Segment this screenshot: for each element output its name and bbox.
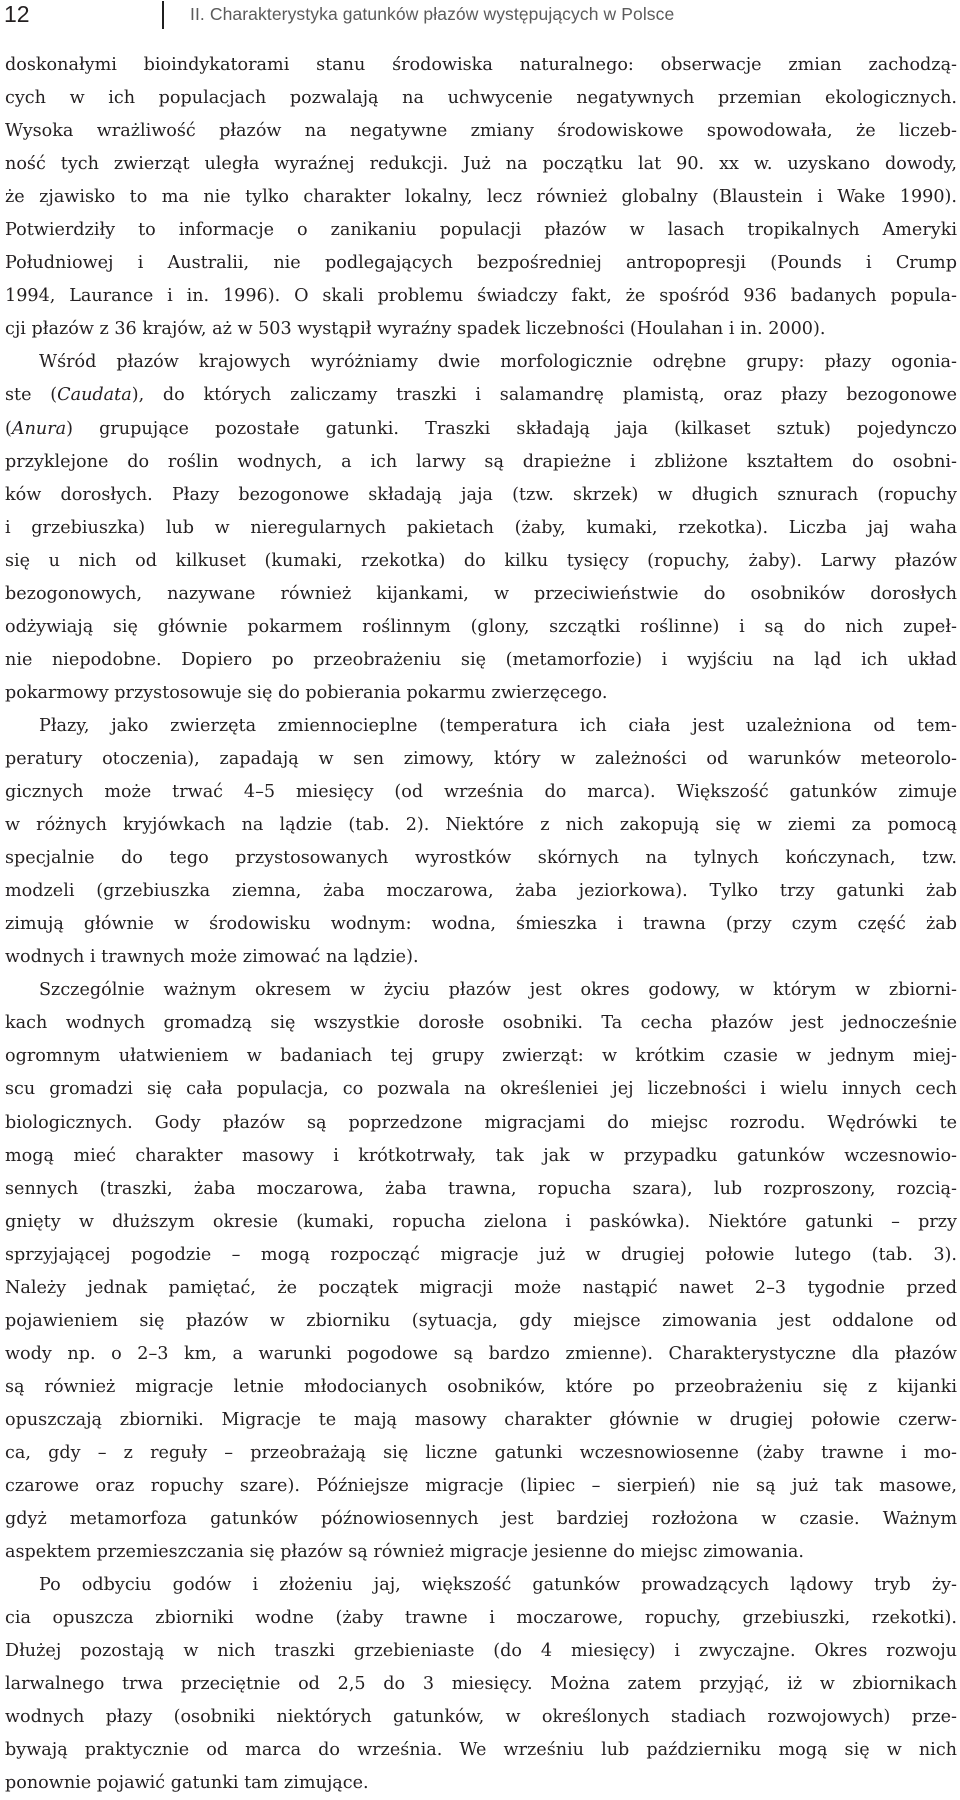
- text-line: Południowej i Australii, nie podlegających bezpośredniej antropopresji (Pounds i Crump: [5, 253, 957, 274]
- text-line: doskonałymi bioindykatorami stanu środowiska naturalnego: obserwacje zmian zachodzą-: [5, 55, 957, 75]
- paragraph: [5, 49, 957, 346]
- text-line: peratury otoczenia), zapadają w sen zimowy, który w zależności od warunków meteorolo-: [5, 748, 957, 769]
- text-line: czarowe oraz ropuchy szare). Późniejsze migracje (lipiec – sierpień) nie są już tak masowe,: [5, 1476, 957, 1497]
- paragraph: [5, 1569, 957, 1800]
- text-line: ca, gdy – z reguły – przeobrażają się liczne gatunki wczesnowiosenne (żaby trawne i mo-: [5, 1442, 957, 1463]
- text-line: cych w ich populacjach pozwalają na uchwycenie negatywnych przemian ekologicznych.: [5, 88, 957, 109]
- page-number: 12: [4, 1, 30, 27]
- italic-term: Caudata: [57, 385, 132, 406]
- text-line: specjalnie do tego przystosowanych wyrostków skórnych na tylnych kończynach, tzw.: [5, 848, 957, 869]
- text-line: (Anura) grupujące pozostałe gatunki. Traszki składają jaja (kilkaset sztuk) pojedynczo: [5, 418, 957, 439]
- paragraph: [5, 974, 957, 1569]
- text-line: cia opuszcza zbiorniki wodne (żaby trawne i moczarowe, ropuchy, grzebiuszki, rzekotki).: [5, 1608, 957, 1629]
- text-line: nie niepodobne. Dopiero po przeobrażeniu się (metamorfozie) i wyjściu na ląd ich układ: [5, 649, 957, 670]
- text-line: Wysoka wrażliwość płazów na negatywne zmiany środowiskowe spowodowała, że liczeb-: [5, 121, 957, 142]
- text-line: pojawieniem się płazów w zbiorniku (sytuacja, gdy miejsce zimowania jest oddalone od: [5, 1310, 957, 1331]
- text-line: gnięty w dłuższym okresie (kumaki, ropucha zielona i paskówka). Niektóre gatunki – przy: [5, 1211, 957, 1232]
- text-line: ków dorosłych. Płazy bezogonowe składają jaja (tzw. skrzek) w długich sznurach (ropuchy: [5, 484, 957, 505]
- text-line: Po odbyciu godów i złożeniu jaj, większość gatunków prowadzących lądowy tryb ży-: [39, 1575, 957, 1596]
- text-line: wodnych i trawnych może zimować na lądzie).: [5, 947, 419, 968]
- text-line: aspektem przemieszczania się płazów są również migracje jesienne do miejsc zimowania.: [5, 1542, 804, 1563]
- text-line: scu gromadzi się cała populacja, co pozwala na określeniei jej liczebności i wielu innych cech: [5, 1079, 957, 1100]
- body-text: [5, 49, 957, 1800]
- page-header: [0, 0, 960, 30]
- text-line: ponownie pojawić gatunki tam zimujące.: [5, 1773, 369, 1794]
- italic-term: Anura: [11, 418, 67, 439]
- text-line: biologicznych. Gody płazów są poprzedzone migracjami do miejsc rozrodu. Wędrówki te: [5, 1112, 957, 1133]
- text-line: ste (Caudata), do których zaliczamy traszki i salamandrę plamistą, oraz płazy bezogonowe: [5, 385, 957, 406]
- text-line: ność tych zwierząt uległa wyraźnej redukcji. Już na początku lat 90. xx w. uzyskano dowody,: [5, 154, 957, 175]
- text-line: Wśród płazów krajowych wyróżniamy dwie morfologicznie odrębne grupy: płazy ogonia-: [39, 352, 957, 373]
- text-line: Dłużej pozostają w nich traszki grzebieniaste (do 4 miesięcy) i zwyczajne. Okres rozwoju: [5, 1641, 957, 1662]
- text-line: i grzebiuszka) lub w nieregularnych pakietach (żaby, kumaki, rzekotka). Liczba jaj waha: [5, 517, 957, 538]
- text-line: larwalnego trwa przeciętnie od 2,5 do 3 miesięcy. Można zatem przyjąć, iż w zbiornikach: [5, 1674, 957, 1695]
- text-line: odżywiają się głównie pokarmem roślinnym (glony, szczątki roślinne) i są do nich zupeł-: [5, 616, 957, 637]
- text-line: Szczególnie ważnym okresem w życiu płazów jest okres godowy, w którym w zbiorni-: [39, 980, 957, 1001]
- text-line: pokarmowy przystosowuje się do pobierania pokarmu zwierzęcego.: [5, 682, 608, 703]
- header-divider: [162, 1, 164, 29]
- text-line: Potwierdziły to informacje o zanikaniu populacji płazów w lasach tropikalnych Ameryki: [5, 220, 957, 241]
- text-line: cji płazów z 36 krajów, aż w 503 wystąpił wyraźny spadek liczebności (Houlahan i in. 2000).: [5, 319, 826, 340]
- text-line: wody np. o 2–3 km, a warunki pogodowe są bardzo zmienne). Charakterystyczne dla płazów: [5, 1343, 957, 1364]
- text-line: w różnych kryjówkach na lądzie (tab. 2). Niektóre z nich zakopują się w ziemi za pomocą: [5, 815, 957, 836]
- text-line: sprzyjającej pogodzie – mogą rozpocząć migracje już w drugiej połowie lutego (tab. 3).: [5, 1244, 957, 1265]
- text-line: Należy jednak pamiętać, że początek migracji może nastąpić nawet 2–3 tygodnie przed: [5, 1277, 957, 1298]
- text-line: opuszczają zbiorniki. Migracje te mają masowy charakter głównie w drugiej połowie czerw-: [5, 1409, 957, 1430]
- text-line: przyklejone do roślin wodnych, a ich larwy są drapieżne i zbliżone kształtem do osobni-: [5, 451, 957, 472]
- text-line: bywają praktycznie od marca do września. We wrześniu lub październiku mogą się w nich: [5, 1740, 957, 1761]
- running-head: II. Charakterystyka gatunków płazów występujących w Polsce: [190, 4, 675, 24]
- text-line: wodnych płazy (osobniki niektórych gatunków, w określonych stadiach rozwojowych) prze-: [5, 1707, 957, 1728]
- text-line: się u nich od kilkuset (kumaki, rzekotka) do kilku tysięcy (ropuchy, żaby). Larwy płazów: [5, 550, 957, 571]
- text-line: bezogonowych, nazywane również kijankami, w przeciwieństwie do osobników dorosłych: [5, 583, 957, 604]
- text-line: gdyż metamorfoza gatunków późnowiosennych jest bardziej rozłożona w czasie. Ważnym: [5, 1509, 957, 1530]
- text-line: zimują głównie w środowisku wodnym: wodna, śmieszka i trawna (przy czym część żab: [5, 914, 957, 935]
- text-line: gicznych może trwać 4–5 miesięcy (od września do marca). Większość gatunków zimuje: [5, 782, 957, 803]
- text-line: 1994, Laurance i in. 1996). O skali problemu świadczy fakt, że spośród 936 badanych popula-: [5, 286, 957, 307]
- text-line: kach wodnych gromadzą się wszystkie dorosłe osobniki. Ta cecha płazów jest jednocześnie: [5, 1013, 957, 1034]
- paragraph: [5, 710, 957, 974]
- text-line: sennych (traszki, żaba moczarowa, żaba trawna, ropucha szara), lub rozproszony, rozcią-: [5, 1178, 957, 1199]
- text-line: że zjawisko to ma nie tylko charakter lokalny, lecz również globalny (Blaustein i Wake 1990).: [5, 187, 957, 208]
- text-line: ogromnym ułatwieniem w badaniach tej grupy zwierząt: w krótkim czasie w jednym miej-: [5, 1046, 957, 1067]
- paragraph: [5, 346, 957, 710]
- text-line: modzeli (grzebiuszka ziemna, żaba moczarowa, żaba jeziorkowa). Tylko trzy gatunki żab: [5, 881, 957, 902]
- text-line: mogą mieć charakter masowy i krótkotrwały, tak jak w przypadku gatunków wczesnowio-: [5, 1145, 957, 1166]
- text-line: Płazy, jako zwierzęta zmiennocieplne (temperatura ich ciała jest uzależniona od tem-: [39, 715, 957, 736]
- text-line: są również migracje letnie młodocianych osobników, które po przeobrażeniu się z kijanki: [5, 1376, 957, 1397]
